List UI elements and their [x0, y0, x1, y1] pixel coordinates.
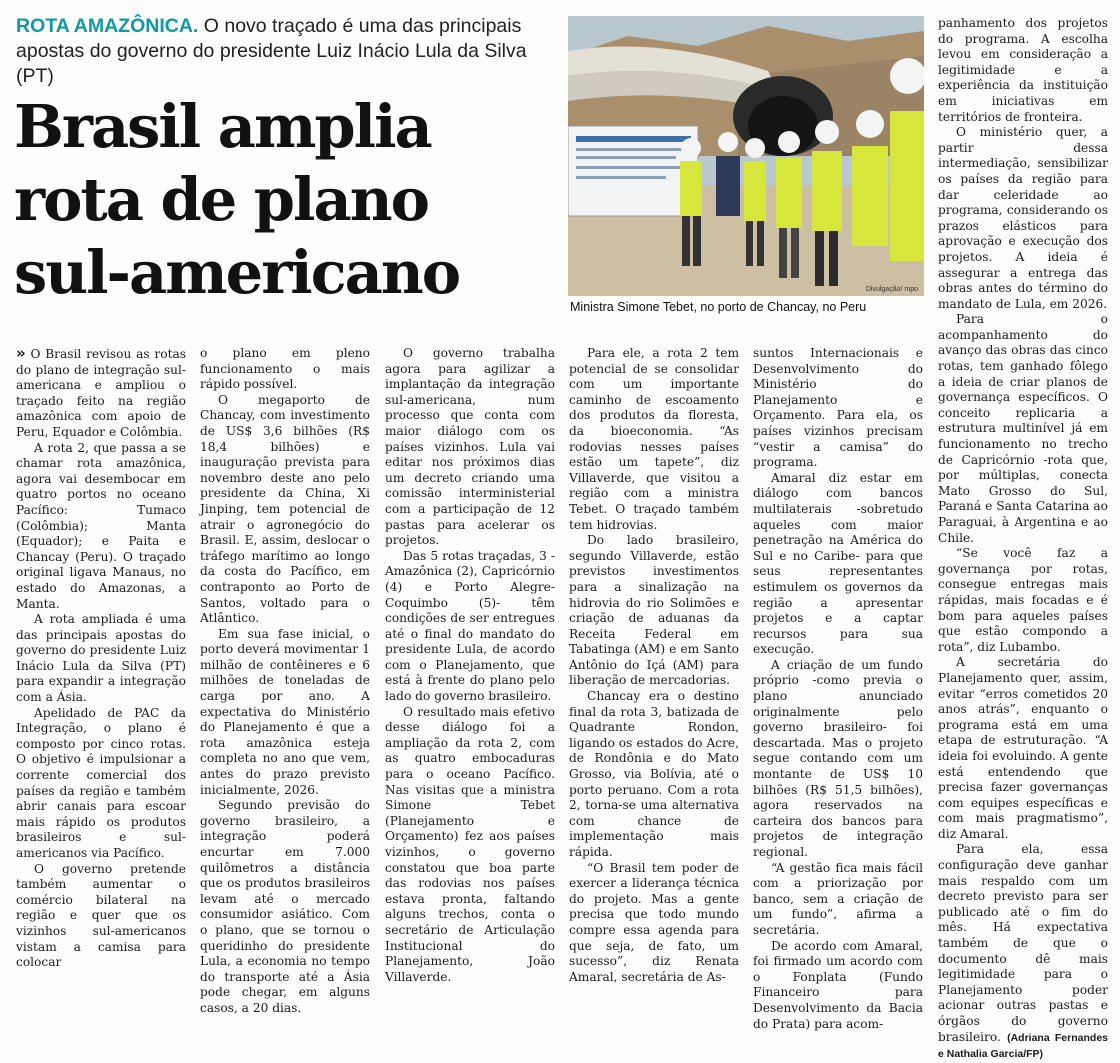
paragraph: A rota ampliada é uma das principais apostas do governo do presidente Luiz Inácio Lula da Silva (PT) para expandir a integração com a Ásia.: [16, 612, 186, 705]
article-column-3: [385, 346, 555, 985]
paragraph: [16, 346, 186, 441]
article-column-4: [569, 346, 739, 985]
paragraph: Do lado brasileiro, segundo Villaverde, estão previstos investimentos para a sinalização na hidrovia do rio Solimões e criação de aduanas da Receita Federal em Tabatinga (AM) e em Santo Antônio do Içá (AM) para liberação de mercadorias.: [569, 533, 739, 688]
paragraph: Chancay era o destino final da rota 3, batizada de Quadrante Rondon, ligando os estados do Acre, de Rondônia e do Mato Grosso, via Bolívia, até o porto peruano. Com a rota 2, torna-se uma alternativa com chance de implementação mais rápida.: [569, 689, 739, 859]
paragraph: o plano em pleno funcionamento o mais rápido possível.: [200, 346, 370, 392]
paragraph: De acordo com Amaral, foi firmado um acordo com o Fonplata (Fundo Financeiro para Desenvolvimento da Bacia do Prata) para acom-: [753, 938, 923, 1031]
headline: Brasil amplia rota de plano sul-americano: [14, 92, 460, 307]
paragraph: panhamento dos projetos do programa. A escolha levou em consideração a legitimidade e a experiência da instituição em iniciativas em territórios de fronteira.: [938, 16, 1108, 124]
paragraph: O governo pretende também aumentar o comércio bilateral na região e quer que os vizinhos sul-americanos vistam a camisa para colocar: [16, 861, 186, 970]
paragraph: O governo trabalha agora para agilizar a implantação da integração sul-americana, num processo que conta com maior diálogo com os países vizinhos. Lula vai editar nos próximos dias um decreto criando uma comissão interministerial com a participação de 12 pastas para acelerar os projetos.: [385, 346, 555, 548]
byline: (Adriana Fernandes e Nathalia Garcia/FP): [938, 1031, 1108, 1061]
kicker: [16, 14, 561, 89]
article-column-6: [938, 16, 1108, 1063]
paragraph: Apelidado de PAC da Integração, o plano é composto por cinco rotas. O objetivo é impulsionar a corrente comercial dos países da região e também abrir canais para escoar mais rápido os produtos brasileiros e sul-americanos via Pacífico.: [16, 705, 186, 860]
photo-caption: Ministra Simone Tebet, no porto de Chancay, no Peru: [570, 300, 867, 314]
paragraph: O megaporto de Chancay, com investimento de US$ 3,6 bilhões (R$ 18,4 bilhões) e inauguração prevista para novembro deste ano pelo presidente da China, Xi Jinping, tem potencial de atrair o agronegócio do Brasil. E, assim, deslocar o tráfego marítimo ao longo da costa do Pacífico, em contraponto ao Porto de Santos, voltado para o Atlântico.: [200, 392, 370, 626]
article-column-1: [16, 346, 186, 971]
paragraph: Das 5 rotas traçadas, 3 -Amazônica (2), Capricórnio (4) e Porto Alegre-Coquimbo (5)- têm condições de ser entregues até o final do mandato do presidente Lula, de acordo com o Planejamento, que está à frente do plano pelo lado do governo brasileiro.: [385, 548, 555, 704]
kicker-text: O novo traçado é uma das principais apostas do governo do presidente Luiz Inácio Lula da Silva (PT): [16, 15, 527, 87]
paragraph: Amaral diz estar em diálogo com bancos multilaterais -sobretudo aqueles com maior penetração na América do Sul e no Caribe- para que seus representantes estimulem os governos da região a apresentar projetos e a captar recursos para sua execução.: [753, 470, 923, 657]
paragraph: A rota 2, que passa a se chamar rota amazônica, agora vai desembocar em quatro portos no oceano Pacífico: Tumaco (Colômbia); Manta (Equador); e Paita e Chancay (Peru). O traçado original ligava Manaus, no estado do Amazonas, a Manta.: [16, 440, 186, 611]
news-photo: [568, 16, 924, 296]
article-column-2: [200, 346, 370, 1017]
paragraph: [938, 842, 1108, 1062]
article-column-5: [753, 346, 923, 1032]
paragraph: Segundo previsão do governo brasileiro, a integração poderá encurtar em 7.000 quilômetros a distância que os produtos brasileiros levam até o mercado consumidor asiático. Com o plano, que se tornou o queridinho do presidente Lula, a economia no tempo do transporte até a Ásia pode chegar, em alguns casos, a 20 dias.: [200, 798, 370, 1015]
paragraph: “O Brasil tem poder de exercer a liderança técnica do projeto. Mas a gente precisa que todo mundo compre essa agenda para que seja, de fato, um sucesso”, diz Renata Amaral, secretária de As-: [569, 860, 739, 984]
raquo-marker: »: [16, 344, 26, 362]
paragraph: O resultado mais efetivo desse diálogo foi a ampliação da rota 2, com as quatro embocaduras para o oceano Pacífico. Nas visitas que a ministra Simone Tebet (Planejamento e Orçamento) fez aos países vizinhos, o governo constatou que boa parte das rodovias nos países estava pronta, faltando alguns trechos, conta o secretário de Articulação Institucional do Planejamento, João Villaverde.: [385, 704, 555, 984]
paragraph: suntos Internacionais e Desenvolvimento do Ministério do Planejamento e Orçamento. Para ela, os países vizinhos precisam “vestir a camisa” do programa.: [753, 346, 923, 470]
paragraph: O ministério quer, a partir dessa intermediação, sensibilizar os países da região para dar celeridade ao programa, considerando os prazos elásticos para aprovação e execução dos projetos. A ideia é assegurar a entrega das obras antes do término do mandato de Lula, em 2026.: [938, 125, 1108, 311]
paragraph-text: Para ela, essa configuração deve ganhar mais respaldo com um decreto previsto para ser publicado até o fim do mês. Há expectativa também de que o documento dê mais legitimidade para o Planejamento poder acionar outras pastas e órgãos do governo brasileiro.: [938, 842, 1108, 1044]
photo-illustration: [568, 16, 924, 296]
paragraph: “Se você faz a governança por rotas, consegue entregas mais rápidas, mais focadas e é bom para aqueles países que estão compondo a rota”, diz Lubambo.: [938, 546, 1108, 654]
paragraph: Para o acompanhamento do avanço das obras das cinco rotas, tem ganhado fôlego a ideia de criar planos de governança específicos. O conceito replicaria a estrutura multinível já em funcionamento no trecho de Capricórnio -rota que, por múltiplas, conecta Mato Grosso do Sul, Paraná e Santa Catarina ao Paraguai, à Argentina e ao Chile.: [938, 312, 1108, 545]
paragraph: “A gestão fica mais fácil com a priorização por banco, sem a criação de um fundo”, afirma a secretária.: [753, 860, 923, 937]
paragraph: Para ele, a rota 2 tem potencial de se consolidar com um importante caminho de escoamento dos produtos da floresta, da bioeconomia. “As rodovias nesses países estão um tapete”, diz Villaverde, que visitou a região com a ministra Tebet. O traçado também tem hidrovias.: [569, 346, 739, 532]
paragraph: Em sua fase inicial, o porto deverá movimentar 1 milhão de contêineres e 6 milhões de toneladas de carga por ano. A expectativa do Ministério do Planejamento é que a rota amazônica esteja completa no ano que vem, antes do prazo previsto inicialmente, 2026.: [200, 626, 370, 797]
paragraph: A criação de um fundo próprio -como previa o plano anunciado originalmente pelo governo brasileiro- foi descartada. Mas o projeto segue contando com um montante de US$ 10 bilhões (R$ 51,5 bilhões), agora reservados na carteira dos bancos para projetos de integração regional.: [753, 657, 923, 859]
kicker-tag: ROTA AMAZÔNICA.: [16, 15, 199, 37]
paragraph-text: O Brasil revisou as rotas do plano de integração sul-americana e ampliou o traçado feito na região amazônica com apoio de Peru, Equador e Colômbia.: [16, 347, 186, 439]
photo-credit: Divulgação/ mpo: [865, 286, 918, 293]
paragraph: A secretária do Planejamento quer, assim, evitar “erros cometidos 20 anos atrás”, enquanto o programa está em uma etapa de estruturação. “A ideia foi evoluindo. A gente está entendendo que precisa fazer governanças com equipes específicas e com mais pragmatismo”, diz Amaral.: [938, 655, 1108, 841]
